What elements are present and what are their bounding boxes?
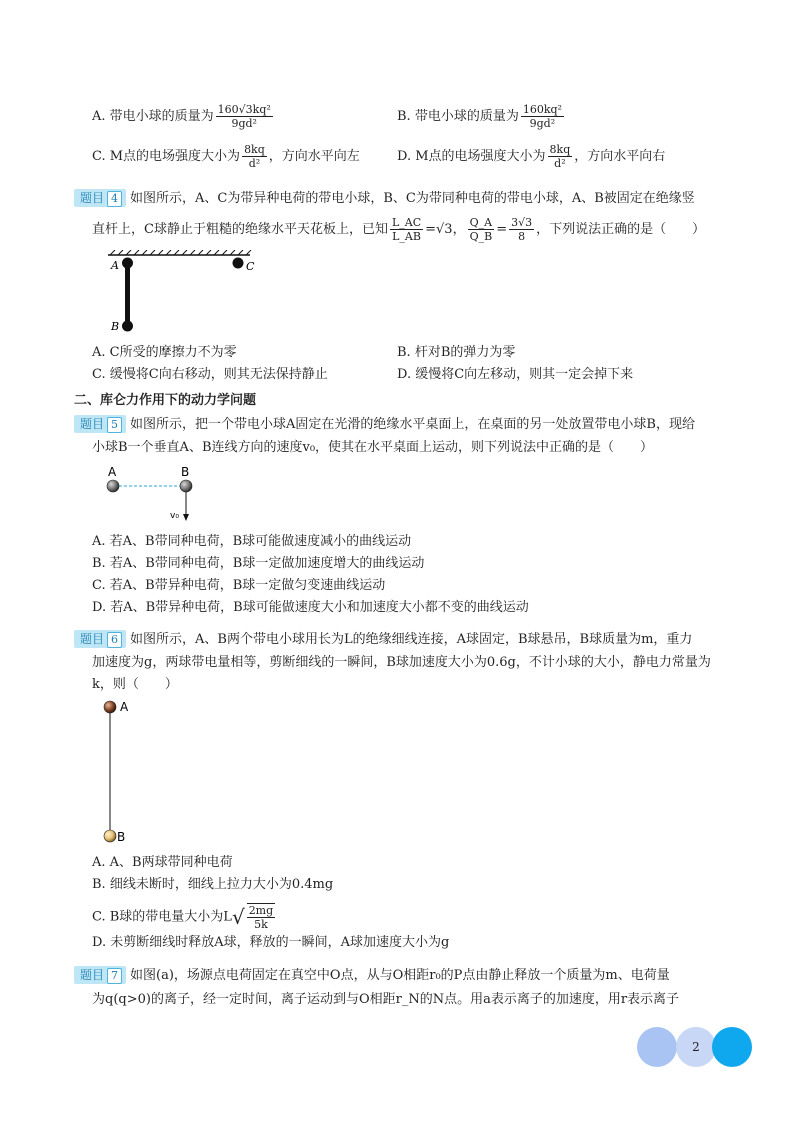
q4-line2 — [92, 216, 705, 243]
q4-stem-line2-end: ，下列说法正确的是（ ） — [536, 222, 706, 237]
q4-eq1: =√3， — [425, 222, 466, 237]
q5-line1 — [74, 415, 695, 435]
tag-number: 5 — [107, 417, 122, 433]
page-number: 2 — [676, 1027, 716, 1067]
q3-option-c-text: C. M点的电场强度大小为 — [92, 149, 241, 164]
page-circle-left — [637, 1027, 677, 1067]
q3-option-d-post: ，方向水平向右 — [574, 149, 666, 164]
q7-stem-line1: 如图(a)，场源点电荷固定在真空中O点，从与O相距r₀的P点由静止释放一个质量为m、电荷量 — [130, 968, 670, 983]
q4-stem-line1: 如图所示，A、C为带异种电荷的带电小球，B、C为带同种电荷的带电小球，A、B被固定在绝缘竖 — [130, 191, 695, 206]
insulating-rod — [125, 264, 130, 326]
q4-option-a: A. C所受的摩擦力不为零 — [92, 345, 237, 360]
q3-option-a-fraction — [216, 103, 273, 130]
q5-option-c: C. 若A、B带异种电荷，B球一定做匀变速曲线运动 — [92, 578, 386, 593]
q7-line1 — [74, 966, 670, 986]
frac-num: 3√3 — [511, 216, 533, 229]
ball-b — [180, 480, 192, 492]
q3-option-a — [92, 103, 275, 130]
frac-den: 8 — [518, 230, 526, 243]
q6-stem-line2: 加速度为g，两球带电量相等，剪断细线的一瞬间，B球加速度大小为0.6g，不计小球的大小，静电力常量为 — [92, 655, 711, 670]
frac-num: L_AC — [391, 216, 422, 229]
frac-den: 9gd² — [529, 117, 556, 130]
q4-option-b: B. 杆对B的弹力为零 — [397, 345, 516, 360]
q6-stem-line1: 如图所示，A、B两个带电小球用长为L的绝缘细线连接，A球固定，B球悬吊，B球质量为m，重力 — [130, 632, 693, 647]
q6-tag — [74, 630, 126, 648]
q6-option-c — [92, 903, 277, 931]
frac-num: 8kq — [549, 143, 571, 156]
q6-diagram — [100, 698, 150, 848]
q6-line1 — [74, 630, 692, 650]
q4-fraction-value — [509, 216, 534, 243]
ball-a — [107, 480, 119, 492]
sqrt-sign: √ — [231, 905, 245, 929]
q4-stem-line2: 直杆上，C球静止于粗糙的绝缘水平天花板上，已知 — [92, 222, 388, 237]
q3-option-c-post: ，方向水平向左 — [268, 149, 360, 164]
tag-label: 题目 — [80, 417, 105, 431]
q5-tag — [74, 415, 126, 433]
label-a: A — [111, 259, 119, 272]
frac-den: 9gd² — [231, 117, 257, 130]
q7-stem-line2: 为q(q>0)的离子，经一定时间，离子运动到与O相距r_N的N点。用a表示离子的加速度，用r表示离子 — [92, 992, 680, 1007]
tag-number: 7 — [107, 968, 122, 984]
q4-option-d: D. 缓慢将C向左移动，则其一定会掉下来 — [397, 367, 634, 382]
tag-label: 题目 — [80, 968, 105, 982]
q3-option-d — [397, 143, 665, 170]
q5-stem-line1: 如图所示，把一个带电小球A固定在光滑的绝缘水平桌面上，在桌面的另一处放置带电小球B，现给 — [130, 417, 695, 432]
velocity-arrowhead — [183, 514, 189, 521]
q5-option-a: A. 若A、B带同种电荷，B球可能做速度减小的曲线运动 — [92, 534, 412, 549]
frac-num: Q_A — [468, 216, 495, 230]
frac-num: 160√3kq² — [217, 103, 271, 116]
ball-a — [122, 258, 133, 269]
label-b: B — [111, 320, 120, 333]
q3-option-a-text: A. 带电小球的质量为 — [92, 109, 214, 124]
section-heading: 二、库仑力作用下的动力学问题 — [74, 393, 257, 408]
q3-option-c — [92, 143, 360, 170]
q4-fraction-l — [390, 216, 423, 243]
q5-diagram — [100, 462, 210, 522]
label-a: A — [120, 700, 129, 714]
frac-den: Q_B — [469, 230, 493, 243]
frac-num: 8kq — [244, 143, 265, 156]
label-b: B — [117, 830, 126, 844]
q4-tag — [74, 189, 126, 207]
frac-den: d² — [248, 157, 261, 170]
q4-option-c: C. 缓慢将C向右移动，则其无法保持静止 — [92, 367, 328, 382]
q4-line1 — [74, 189, 695, 209]
ball-c — [233, 258, 244, 269]
label-a: A — [108, 465, 117, 479]
frac-den: 5k — [254, 918, 268, 931]
ball-a — [104, 701, 116, 713]
q5-option-b: B. 若A、B带同种电荷，B球一定做加速度增大的曲线运动 — [92, 556, 425, 571]
label-v0: v₀ — [170, 511, 179, 521]
frac-num: 160kq² — [522, 103, 562, 116]
frac-num: 2mg — [248, 904, 274, 917]
q4-diagram — [100, 250, 270, 335]
q3-option-b-text: B. 带电小球的质量为 — [397, 109, 519, 124]
tag-label: 题目 — [80, 632, 105, 646]
q4-eq2: = — [496, 222, 508, 237]
page-circle-right — [712, 1027, 752, 1067]
q5-stem-line2: 小球B一个垂直A、B连线方向的速度v₀，使其在水平桌面上运动，则下列说法中正确的是（ ） — [92, 440, 654, 455]
q3-option-b — [397, 103, 566, 130]
q3-option-b-fraction — [521, 103, 564, 130]
q6-stem-line3: k，则（ ） — [92, 677, 178, 692]
q6-option-c-text: C. B球的带电量大小为L — [92, 909, 232, 925]
label-b: B — [181, 465, 190, 479]
ball-b — [122, 321, 133, 332]
q6-option-d: D. 未剪断细线时释放A球，释放的一瞬间，A球加速度大小为g — [92, 935, 450, 950]
q4-fraction-q — [468, 216, 495, 243]
q3-option-d-text: D. M点的电场强度大小为 — [397, 149, 546, 164]
q6-option-b: B. 细线未断时，细线上拉力大小为0.4mg — [92, 877, 334, 892]
frac-den: d² — [554, 157, 566, 170]
label-c: C — [246, 260, 255, 273]
tag-label: 题目 — [80, 191, 105, 205]
q3-option-d-fraction — [548, 143, 573, 170]
tag-number: 4 — [107, 191, 122, 207]
q7-tag — [74, 966, 126, 984]
q5-option-d: D. 若A、B带异种电荷，B球可能做速度大小和加速度大小都不变的曲线运动 — [92, 600, 529, 615]
tag-number: 6 — [107, 632, 122, 648]
ball-b — [104, 830, 116, 842]
q6-option-a: A. A、B两球带同种电荷 — [92, 855, 233, 870]
frac-den: L_AB — [392, 230, 421, 243]
q6-option-c-fraction — [247, 903, 275, 931]
q3-option-c-fraction — [242, 143, 267, 170]
